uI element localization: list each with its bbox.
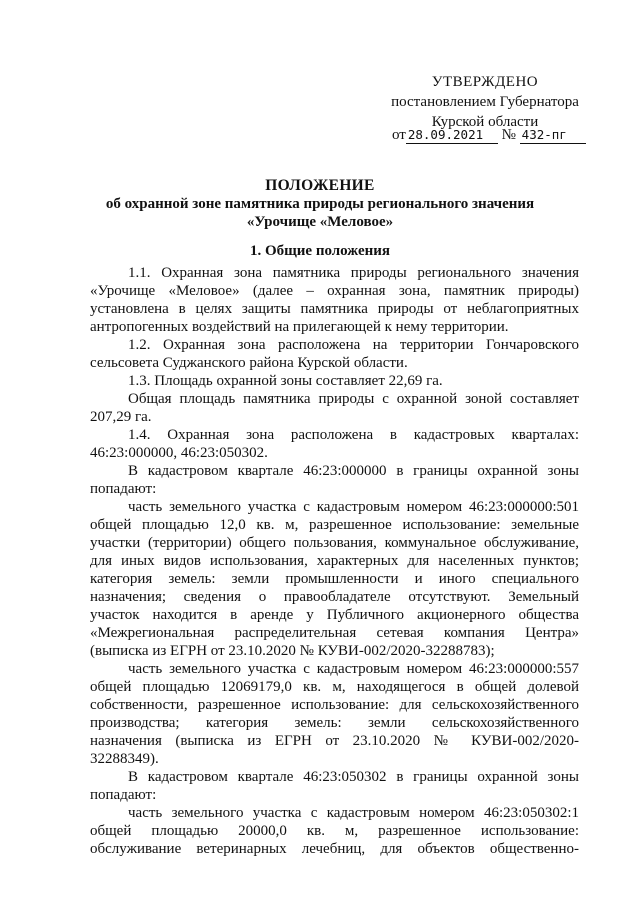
section-heading: 1. Общие положения — [249, 243, 391, 259]
approval-number: 432-пг — [520, 127, 586, 144]
text-line: 1.1. Охранная зона памятника природы регионального значения — [128, 265, 579, 281]
text-line: общей площадью 12,0 кв. м, разрешенное использование: земельные — [90, 517, 579, 533]
text-line: участок находится в аренде у Публичного акционерного общества — [90, 607, 579, 623]
approval-line-1: постановлением Губернатора — [391, 94, 579, 110]
text-line: собственности, разрешенное использование: для сельскохозяйственного — [90, 697, 579, 713]
approval-reference — [392, 125, 586, 145]
text-line: категория земель: земли промышленности и иного специального — [90, 571, 579, 587]
document-subtitle-2: «Урочище «Меловое» — [246, 214, 394, 230]
approval-number-label: № — [501, 127, 516, 143]
text-line: 207,29 га. — [90, 409, 152, 425]
text-line: «Урочище «Меловое» (далее – охранная зона, памятник природы) — [90, 283, 579, 299]
approval-line-2: Курской области — [431, 114, 539, 130]
text-line: попадают: — [90, 787, 157, 803]
text-line: Общая площадь памятника природы с охранной зоной составляет — [128, 391, 579, 407]
text-line: для иных видов использования, характерных для населенных пунктов; — [90, 553, 579, 569]
text-line: производства; категория земель: земли сельскохозяйственного — [90, 715, 579, 731]
text-line: попадают: — [90, 481, 157, 497]
text-line: 1.3. Площадь охранной зоны составляет 22,69 га. — [128, 373, 443, 389]
text-line: 32288349). — [90, 751, 159, 767]
text-line: общей площадью 12069179,0 кв. м, находящегося в общей долевой — [90, 679, 579, 695]
text-line: В кадастровом квартале 46:23:000000 в границы охранной зоны — [128, 463, 579, 479]
text-line: участки (территории) общего пользования, коммунальное обслуживание, — [90, 535, 579, 551]
text-line: «Межрегиональная распределительная сетевая компания Центра» — [90, 625, 579, 641]
text-line: общей площадью 20000,0 кв. м, разрешенное использование: — [90, 823, 579, 839]
document-title: ПОЛОЖЕНИЕ — [265, 177, 375, 194]
text-line: В кадастровом квартале 46:23:050302 в границы охранной зоны — [128, 769, 579, 785]
text-line: 1.2. Охранная зона расположена на территории Гончаровского — [128, 337, 579, 353]
text-line: часть земельного участка с кадастровым номером 46:23:050302:1 — [128, 805, 579, 821]
text-line: установлена в целях защиты памятника природы от неблагоприятных — [90, 301, 579, 317]
approval-from-label: от — [392, 127, 406, 143]
approval-title: УТВЕРЖДЕНО — [431, 74, 539, 90]
text-line: 1.4. Охранная зона расположена в кадастровых кварталах: — [128, 427, 579, 443]
text-line: назначения (выписка из ЕГРН от 23.10.2020 № КУВИ-002/2020- — [90, 733, 579, 749]
approval-block — [380, 72, 590, 132]
text-line: назначения; сведения о правообладателе отсутствуют. Земельный — [90, 589, 579, 605]
text-line: сельсовета Суджанского района Курской области. — [90, 355, 408, 371]
text-line: часть земельного участка с кадастровым номером 46:23:000000:501 — [128, 499, 579, 515]
document-subtitle-1: об охранной зоне памятника природы регионального значения — [105, 196, 535, 212]
text-line: антропогенных воздействий на прилегающей к нему территории. — [90, 319, 509, 335]
text-line: 46:23:000000, 46:23:050302. — [90, 445, 268, 461]
approval-date: 28.09.2021 — [406, 127, 498, 144]
text-line: часть земельного участка с кадастровым номером 46:23:000000:557 — [128, 661, 579, 677]
text-line: (выписка из ЕГРН от 23.10.2020 № КУВИ-002/2020-32288783); — [90, 643, 495, 659]
text-line: обслуживание ветеринарных лечебниц, для объектов общественно- — [90, 841, 579, 857]
